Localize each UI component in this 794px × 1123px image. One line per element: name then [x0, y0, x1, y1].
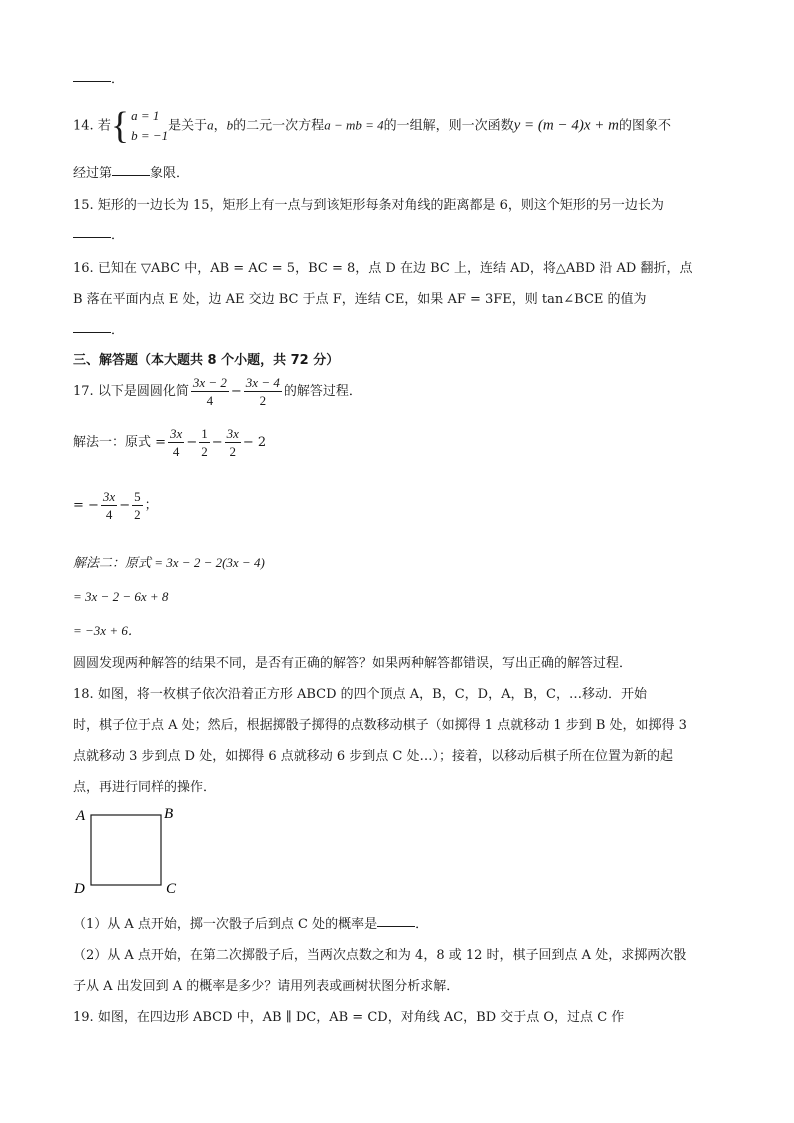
- fraction: $\frac{3x - 2}{4}$: [192, 375, 227, 408]
- answer-blank: [112, 174, 150, 176]
- answer-blank: [73, 236, 111, 238]
- q18-sub2-line2: 子从 A 出发回到 A 的概率是多少？请用列表或画树状图分析求解．: [73, 979, 460, 994]
- section-heading: 三、解答题（本大题共 8 个小题，共 72 分）: [73, 353, 340, 368]
- equation-system: { a = 1 b = −1: [110, 105, 169, 147]
- fraction: $\frac{1}{2}$: [201, 426, 208, 459]
- square-abcd-diagram: [70, 802, 190, 894]
- q17-question: 圆圆发现两种解答的结果不同，是否有正确的解答？如果两种解答都错误，写出正确的解答过程．: [73, 656, 633, 671]
- vertex-label-d: D: [74, 881, 85, 894]
- q17-method2-line2: = 3x − 2 − 6x + 8: [73, 589, 169, 604]
- q18-line3: 点就移动 3 步到点 D 处，如掷得 6 点就移动 6 步到点 C 处…）；接着，以移动后棋子所在位置为新的起: [73, 749, 674, 764]
- q14-line2: 经过第 象限．: [73, 166, 190, 181]
- q15-line2: ．: [73, 224, 124, 243]
- q18-sub2-line1: （2）从 A 点开始，在第二次掷骰子后，当两次点数之和为 4，8 或 12 时，棋子回到点 A 处，求掷两次骰: [73, 948, 687, 963]
- q17-method2-line3: = −3x + 6．: [73, 623, 141, 638]
- answer-blank: [377, 925, 415, 927]
- q18-sub1: （1）从 A 点开始，掷一次骰子后到点 C 处的概率是 ．: [73, 917, 429, 932]
- fraction: $\frac{3x - 4}{2}$: [245, 375, 280, 408]
- question-number: 15.: [73, 198, 94, 213]
- q18-line4: 点，再进行同样的操作．: [73, 780, 217, 795]
- q16-line2: B 落在平面内点 E 处，边 AE 交边 BC 于点 F，连结 CE，如果 AF = 3FE，则 tan∠BCE 的值为: [73, 292, 647, 307]
- question-number: 17.: [73, 384, 94, 399]
- fraction: $\frac{3x}{2}$: [226, 426, 239, 459]
- question-number: 16.: [73, 261, 94, 276]
- q17-prompt: 17. 以下是圆圆化简 $\frac{3x - 2}{4}$ − $\frac{3x - 4}{2}$ 的解答过程．: [73, 375, 362, 408]
- question-number: 14.: [73, 118, 94, 134]
- q16-line1: 16. 已知在 ▽ABC 中，AB = AC = 5，BC = 8，点 D 在边 BC 上，连结 AD，将△ABD 沿 AD 翻折，点: [73, 261, 693, 276]
- q19-line1: 19. 如图，在四边形 ABCD 中，AB ∥ DC，AB = CD，对角线 AC，BD 交于点 O，过点 C 作: [73, 1010, 625, 1025]
- question-number: 19.: [73, 1010, 94, 1025]
- square-outline: [91, 815, 161, 885]
- question-number: 18.: [73, 687, 94, 702]
- q16-line3: ．: [73, 319, 124, 338]
- fraction: $\frac{3x}{4}$: [102, 489, 116, 522]
- q17-method1: 解法一：原式 = $\frac{3x}{4}$ − $\frac{1}{2}$ − $\frac{3x}{2}$ − 2: [73, 426, 267, 459]
- q18-line2: 时，棋子位于点 A 处；然后，根据掷骰子掷得的点数移动棋子（如掷得 1 点就移动 1 步到 B 处，如掷得 3: [73, 718, 687, 733]
- answer-blank: [73, 331, 111, 333]
- fraction: $\frac{5}{2}$: [134, 489, 141, 522]
- vertex-label-b: B: [164, 806, 174, 822]
- vertex-label-a: A: [76, 808, 86, 824]
- left-brace-icon: {: [110, 105, 130, 147]
- q14-line1: 14. 若 { a = 1 b = −1 是关于a，b的二元一次方程a − mb = 4的一组解，则一次函数y = (m − 4)x + m的图象不: [73, 105, 671, 147]
- q17-method1-result: = − $\frac{3x}{4}$ − $\frac{5}{2}$ ；: [73, 489, 158, 522]
- fraction: $\frac{3x}{4}$: [170, 426, 183, 459]
- q15-line1: 15. 矩形的一边长为 15，矩形上有一点与到该矩形每条对角线的距离都是 6，则这个矩形的另一边长为: [73, 198, 664, 213]
- vertex-label-c: C: [166, 881, 177, 894]
- q13-answer-line: ．: [73, 68, 124, 87]
- q18-line1: 18. 如图，将一枚棋子依次沿着正方形 ABCD 的四个顶点 A，B，C，D，A，B，C，…移动．开始: [73, 687, 647, 702]
- q17-method2-line1: 解法二：原式 = 3x − 2 − 2(3x − 4): [73, 555, 265, 570]
- answer-blank: [73, 80, 111, 82]
